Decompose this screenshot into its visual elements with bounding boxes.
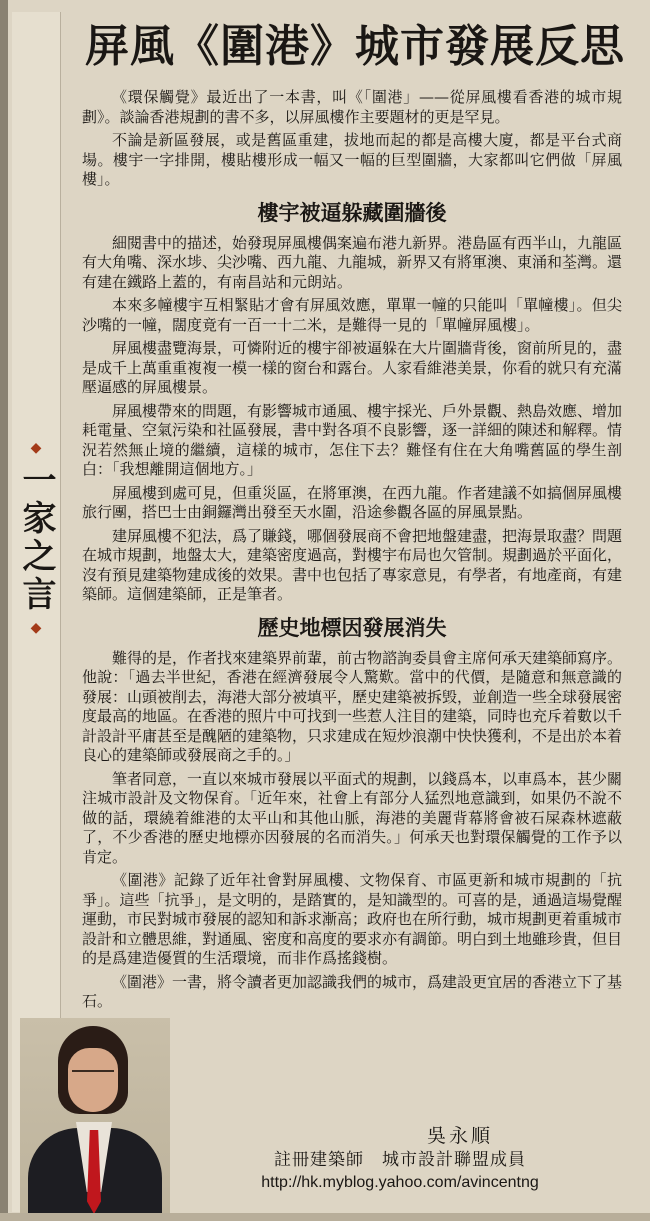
page-edge xyxy=(0,1213,650,1221)
intro-paragraph: 不論是新區發展，或是舊區重建，拔地而起的都是高樓大廈，都是平台式商場。樓宇一字排開，樓貼樓形成一幅又一幅的巨型圍牆，大家都叫它們做「屏風樓」。 xyxy=(82,131,622,188)
author-title: 註冊建築師 城市設計聯盟成員 xyxy=(274,1150,526,1170)
body-paragraph: 細閱書中的描述，始發現屏風樓偶案遍布港九新界。港島區有西半山，九龍區有大角嘴、深水埗、尖沙嘴、西九龍、九龍城，新界又有將軍澳、東涌和荃灣。還有建在鐵路上蓋的，有南昌站和元朗站。 xyxy=(82,233,623,291)
section-heading: 樓宇被逼躲藏圍牆後 xyxy=(257,200,447,225)
body-paragraph: 《圍港》記錄了近年社會對屏風樓、文物保育、市區更新和城市規劃的「抗爭」。這些「抗爭」，是文明的，是踏實的，是知識型的。可喜的是，通過這場覺醒運動，市民對城市發展的認知和訴求漸高；政府也在所行動，城市規劃更着重城市設計和立體思維，對通風、密度和高度的要求亦有調節。明白到土地雖珍貴，但目的是爲建造優質的生活環境，而非作爲搖錢樹。 xyxy=(82,871,623,967)
page-edge xyxy=(0,0,8,1221)
headline: 屏風《圍港》城市發展反思 xyxy=(85,21,625,72)
body-paragraph: 《圍港》一書，將令讀者更加認識我們的城市，爲建設更宜居的香港立下了基石。 xyxy=(82,972,623,1010)
author-photo xyxy=(20,1018,170,1214)
diamond-ornament-icon: ◆ xyxy=(30,440,42,456)
body-paragraph: 難得的是，作者找來建築界前輩，前古物諮詢委員會主席何承天建築師寫序。他說：「過去半世紀，香港在經濟發展令人驚歎。當中的代價，是隨意和無意識的發展：山頭被削去，海港大部分被填平，歷史建築被拆毁，並創造一些全球發展密度最高的地區。在香港的照片中可找到一些惹人注目的建築，同時也充斥着數以千計設計平庸甚至是醜陋的建築物，只求建成在短炒浪潮中快快獲利，不是出於本着良心的建築師或發展商之手的。」 xyxy=(82,648,623,764)
author-name: 吳永順 xyxy=(426,1125,493,1147)
article-body xyxy=(82,88,622,1016)
section-heading: 歷史地標因發展消失 xyxy=(257,615,447,640)
author-blog-url: http://hk.myblog.yahoo.com/avincentng xyxy=(261,1174,539,1191)
column-name: 一家之言 xyxy=(16,462,56,614)
diamond-ornament-icon: ◆ xyxy=(30,620,42,636)
body-paragraph: 屏風樓到處可見，但重災區，在將軍澳，在西九龍。作者建議不如搞個屏風樓旅行團，搭巴士由銅鑼灣出發至天水圍，沿途參觀各區的屏風景點。 xyxy=(82,483,623,521)
body-paragraph: 筆者同意，一直以來城市發展以平面式的規劃，以錢爲本，以車爲本，甚少關注城市設計及文物保育。「近年來，社會上有部分人猛烈地意識到，如果仍不說不做的話，環繞着維港的太平山和其他山脈，海港的美麗背幕將會被石屎森林遮蔽了，不少香港的歷史地標亦因發展的名而消失。」何承天也對環保觸覺的工作予以肯定。 xyxy=(82,769,623,866)
body-paragraph: 建屏風樓不犯法，爲了賺錢，哪個發展商不會把地盤建盡，把海景取盡？問題在城市規劃，地盤太大，建築密度過高，對樓宇布局也欠管制。規劃過於平面化，沒有預見建築物建成後的效果。書中也包括了專家意見，有學者，有地產商，有建築師。這個建築師，正是筆者。 xyxy=(82,526,623,603)
body-paragraph: 屏風樓帶來的問題，有影響城市通風、樓宇採光、戶外景觀、熱島效應、增加耗電量、空氣污染和社區發展，書中對各項不良影響，逐一詳細的陳述和解釋。情況若然無止境的繼續，這樣的城市，怎住下去？難怪有住在大角嘴舊區的學生剖白：「我想離開這個地方。」 xyxy=(82,401,623,478)
body-paragraph: 屏風樓盡覽海景，可憐附近的樓宇卻被逼躲在大片圍牆背後，窗前所見的，盡是成千上萬重重複複一模一樣的窗台和露台。人家看維港美景，你看的就只有充滿壓逼感的屏風樓景。 xyxy=(82,339,623,396)
body-paragraph: 本來多幢樓宇互相緊貼才會有屏風效應，單單一幢的只能叫「單幢樓」。但尖沙嘴的一幢，闊度竟有一百一十二米，是難得一見的「單幢屏風樓」。 xyxy=(82,296,622,334)
column-label xyxy=(18,440,54,636)
author-byline xyxy=(180,1124,620,1194)
intro-paragraph: 《環保觸覺》最近出了一本書，叫《「圍港」——從屏風樓看香港的城市規劃》。談論香港規劃的書不多，以屏風樓作主要題材的更是罕見。 xyxy=(82,88,622,126)
